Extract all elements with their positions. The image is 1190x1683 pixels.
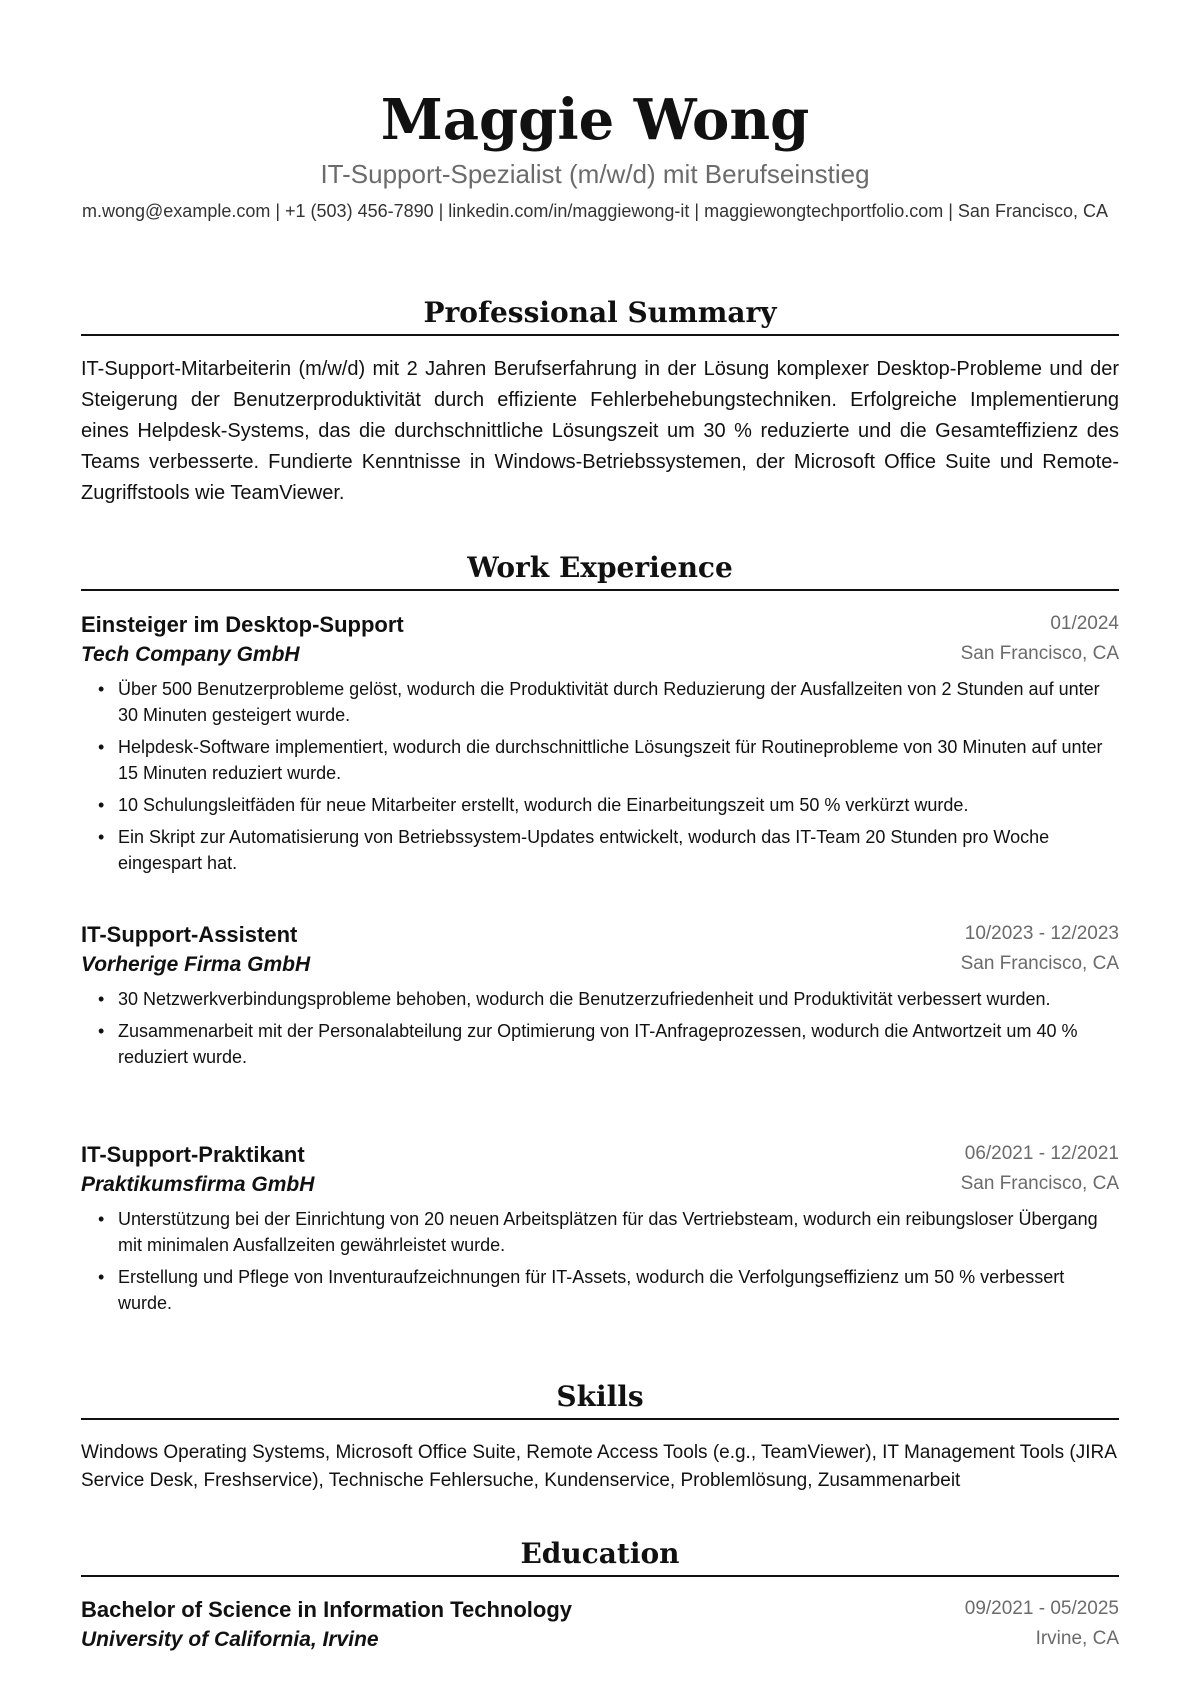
bullet-item: • Ein Skript zur Automatisierung von Betriebssystem-Updates entwickelt, wodurch das IT-Team 20 Stunden pro Woche eingespart hat. — [81, 824, 1119, 876]
skills-text: Windows Operating Systems, Microsoft Office Suite, Remote Access Tools (e.g., TeamViewer), IT Management Tools (JIRA Service Desk, Freshservice), Technische Fehlersuche, Kundenservice, Problemlösung, Zusammenarbeit — [81, 1442, 1116, 1491]
summary-text: IT-Support-Mitarbeiterin (m/w/d) mit 2 Jahren Berufserfahrung in der Lösung komplexer Desktop-Probleme und der Steigerung der Benutzerproduktivität durch effiziente Fehlerbehebungstechniken. Erfolgreiche Implementierung eines Helpdesk-Systems, das die durchschnittliche Lösungszeit um 30 % reduzierte und die Gesamteffizienz des Teams verbesserte. Fundierte Kenntnisse in Windows-Betriebssystemen, der Microsoft Office Suite und Remote-Zugriffstools wie TeamViewer. — [81, 358, 1119, 504]
section-title-education: Education — [81, 1537, 1119, 1577]
job-location: San Francisco, CA — [960, 643, 1119, 664]
education-entry — [81, 1595, 1119, 1655]
school-name: University of California, Irvine — [81, 1628, 379, 1651]
job-entry-3 — [81, 1140, 1119, 1322]
job-title: IT-Support-Praktikant — [81, 1142, 305, 1167]
job-bullets — [81, 676, 1119, 876]
resume-header — [0, 88, 1190, 223]
bullet-item: • Zusammenarbeit mit der Personalabteilung zur Optimierung von IT-Anfrageprozessen, wodurch die Antwortzeit um 40 % reduziert wurde. — [81, 1018, 1119, 1070]
job-date: 01/2024 — [1050, 613, 1119, 634]
bullet-item: • 10 Schulungsleitfäden für neue Mitarbeiter erstellt, wodurch die Einarbeitungszeit um 50 % verkürzt wurde. — [81, 792, 1119, 818]
section-title-summary: Professional Summary — [81, 296, 1119, 336]
job-title: IT-Support-Assistent — [81, 922, 298, 947]
job-date: 10/2023 - 12/2023 — [964, 923, 1119, 944]
candidate-role: IT-Support-Spezialist (m/w/d) mit Berufseinstieg — [320, 159, 870, 189]
bullet-item: • Über 500 Benutzerprobleme gelöst, wodurch die Produktivität durch Reduzierung der Ausfallzeiten von 2 Stunden auf unter 30 Minuten gesteigert wurde. — [81, 676, 1119, 728]
contact-line: m.wong@example.com | +1 (503) 456-7890 | linkedin.com/in/maggiewong-it | maggiewongtechportfolio.com | San Francisco, CA — [82, 201, 1108, 221]
bullet-item: • Helpdesk-Software implementiert, wodurch die durchschnittliche Lösungszeit für Routineprobleme von 30 Minuten auf unter 15 Minuten reduziert wurde. — [81, 734, 1119, 786]
bullet-item: • 30 Netzwerkverbindungsprobleme behoben, wodurch die Benutzerzufriedenheit und Produktivität verbessert wurden. — [81, 986, 1119, 1012]
job-company: Tech Company GmbH — [81, 643, 300, 666]
job-company: Vorherige Firma GmbH — [81, 953, 311, 976]
job-company: Praktikumsfirma GmbH — [81, 1173, 315, 1196]
job-bullets — [81, 986, 1119, 1070]
job-title: Einsteiger im Desktop-Support — [81, 612, 404, 637]
job-date: 06/2021 - 12/2021 — [964, 1143, 1119, 1164]
job-location: San Francisco, CA — [960, 953, 1119, 974]
section-title-experience: Work Experience — [81, 551, 1119, 591]
bullet-item: • Unterstützung bei der Einrichtung von 20 neuen Arbeitsplätzen für das Vertriebsteam, wodurch ein reibungsloser Übergang mit minimalen Ausfallzeiten gewährleistet wurde. — [81, 1206, 1119, 1258]
school-location: Irvine, CA — [1035, 1628, 1119, 1649]
job-entry-1 — [81, 610, 1119, 882]
section-title-skills: Skills — [81, 1380, 1119, 1420]
job-entry-2 — [81, 920, 1119, 1076]
job-location: San Francisco, CA — [960, 1173, 1119, 1194]
degree-title: Bachelor of Science in Information Technology — [81, 1597, 572, 1622]
bullet-item: • Erstellung und Pflege von Inventuraufzeichnungen für IT-Assets, wodurch die Verfolgungseffizienz um 50 % verbessert wurde. — [81, 1264, 1119, 1316]
candidate-name: Maggie Wong — [380, 87, 810, 153]
education-date: 09/2021 - 05/2025 — [964, 1598, 1119, 1619]
job-bullets — [81, 1206, 1119, 1316]
